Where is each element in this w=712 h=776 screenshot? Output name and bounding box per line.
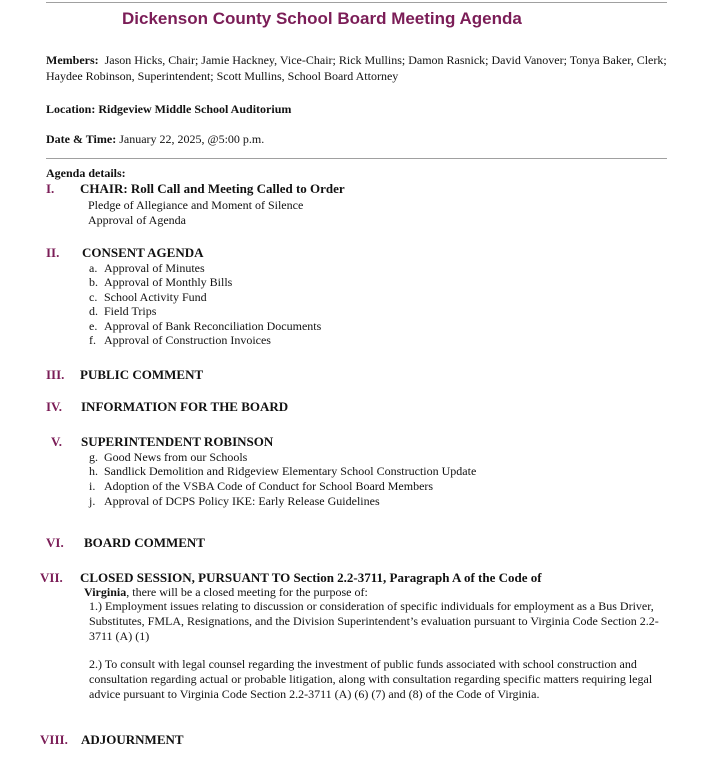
page-title: Dickenson County School Board Meeting Agenda xyxy=(122,9,522,28)
section-number-4: IV. xyxy=(46,399,63,414)
section-number-5: V. xyxy=(51,434,62,449)
list-item xyxy=(89,333,271,348)
item-text: Approval of Minutes xyxy=(104,261,205,275)
item-letter: a. xyxy=(89,261,98,275)
closed-session-title-cont: Virginia xyxy=(84,585,127,599)
location-block xyxy=(46,101,668,117)
closed-session-intro xyxy=(84,585,368,600)
datetime-text: January 22, 2025, @5:00 p.m. xyxy=(119,132,265,146)
list-item xyxy=(89,290,207,305)
list-item xyxy=(89,464,476,479)
location-text: Ridgeview Middle School Auditorium xyxy=(98,102,292,116)
list-item: Approval of Agenda xyxy=(88,213,186,227)
section-title-5: SUPERINTENDENT ROBINSON xyxy=(81,434,274,449)
item-letter: e. xyxy=(89,319,98,333)
item-letter: i. xyxy=(89,479,96,493)
list-item xyxy=(89,494,380,509)
section-number-6: VI. xyxy=(46,535,64,550)
section-title-2: CONSENT AGENDA xyxy=(82,245,204,260)
item-text: Approval of Monthly Bills xyxy=(104,275,233,289)
section-title-8: ADJOURNMENT xyxy=(81,732,184,747)
item-text: Field Trips xyxy=(104,304,157,318)
list-item xyxy=(89,450,247,465)
members-block xyxy=(46,52,668,84)
item-letter: j. xyxy=(89,494,96,508)
section-number-7: VII. xyxy=(40,570,63,585)
item-text: Approval of DCPS Policy IKE: Early Release Guidelines xyxy=(104,494,380,508)
item-text: Adoption of the VSBA Code of Conduct for School Board Members xyxy=(104,479,434,493)
item-text: School Activity Fund xyxy=(104,290,207,304)
section-title-6: BOARD COMMENT xyxy=(84,535,205,550)
item-letter: f. xyxy=(89,333,96,347)
item-letter: b. xyxy=(89,275,98,289)
item-letter: d. xyxy=(89,304,98,318)
members-text: Jason Hicks, Chair; Jamie Hackney, Vice-Chair; Rick Mullins; Damon Rasnick; David Vanover; Tonya Baker, Clerk; Haydee Robinson, Superintendent; Scott Mullins, School Board Attorney xyxy=(46,53,667,83)
item-text: Approval of Construction Invoices xyxy=(104,333,271,347)
item-letter: g. xyxy=(89,450,98,464)
list-item xyxy=(89,319,321,334)
item-letter: c. xyxy=(89,290,98,304)
list-item: Pledge of Allegiance and Moment of Silence xyxy=(88,198,304,212)
datetime-label: Date & Time: xyxy=(46,132,117,146)
location-label: Location: xyxy=(46,102,96,116)
section-number-1: I. xyxy=(46,181,55,196)
section-title-4: INFORMATION FOR THE BOARD xyxy=(81,399,289,414)
section-number-2: II. xyxy=(46,245,60,260)
list-item xyxy=(89,261,205,276)
section-number-8: VIII. xyxy=(40,732,68,747)
closed-session-paragraph-2: 2.) To consult with legal counsel regarding the investment of public funds associated with school construction and consultation regarding actual or probable litigation, along with consultation regarding specific matters requiring legal advice pursuant to Virginia Code Section 2.2-3711 (A) (6) (7) and (8) of the Code of Virginia. xyxy=(89,657,653,701)
item-text: Good News from our Schools xyxy=(104,450,248,464)
closed-session-paragraph-1: 1.) Employment issues relating to discussion or consideration of specific individuals for employment as a Bus Driver, Substitutes, FMLA, Resignations, and the Division Superintendent’s evaluation pursuant to Virginia Code Section 2.2-3711 (A) (1) xyxy=(89,599,659,643)
section-number-3: III. xyxy=(46,367,65,382)
top-rule xyxy=(46,2,667,3)
section-title-7: CLOSED SESSION, PURSUANT TO Section 2.2-3711, Paragraph A of the Code of xyxy=(80,570,542,585)
item-text: Approval of Bank Reconciliation Documents xyxy=(104,319,322,333)
agenda-label: Agenda details: xyxy=(46,166,126,180)
members-label: Members: xyxy=(46,53,99,67)
divider-rule xyxy=(46,158,667,159)
closed-session-intro-text: , there will be a closed meeting for the purpose of: xyxy=(126,585,368,599)
datetime-block xyxy=(46,131,668,147)
item-letter: h. xyxy=(89,464,98,478)
section-title-3: PUBLIC COMMENT xyxy=(80,367,204,382)
list-item xyxy=(89,304,156,319)
section-title-1: CHAIR: Roll Call and Meeting Called to Order xyxy=(80,181,345,196)
item-text: Sandlick Demolition and Ridgeview Elementary School Construction Update xyxy=(104,464,477,478)
list-item xyxy=(89,479,433,494)
list-item xyxy=(89,275,232,290)
